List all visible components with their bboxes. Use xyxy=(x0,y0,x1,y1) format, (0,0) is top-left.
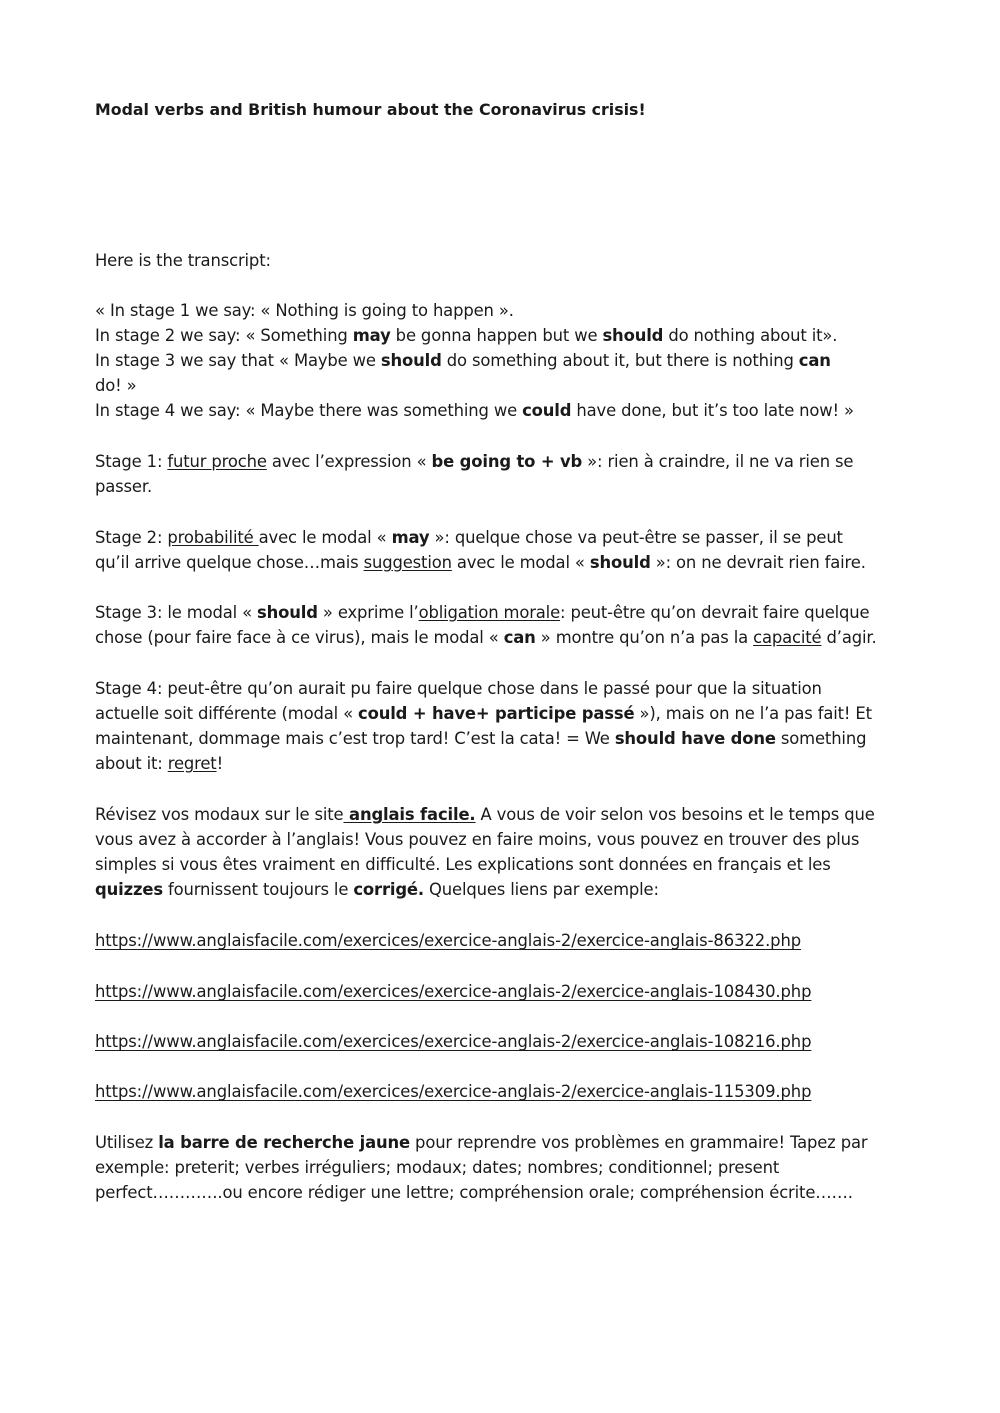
exercise-link-3[interactable]: https://www.anglaisfacile.com/exercices/exercice-anglais-2/exercice-anglais-108216.php xyxy=(95,1032,812,1051)
underlined-term: obligation morale xyxy=(418,603,561,622)
bold-modal: can xyxy=(798,351,831,370)
text-run: Stage 1: xyxy=(95,452,168,471)
text-line xyxy=(95,1130,867,1155)
exercise-link-1[interactable]: https://www.anglaisfacile.com/exercices/exercice-anglais-2/exercice-anglais-86322.php xyxy=(95,931,802,950)
text-line xyxy=(95,726,872,751)
text-run: avec l’expression « xyxy=(266,452,432,471)
text-run: »: rien à craindre, il ne va rien se xyxy=(582,452,854,471)
text-run: have done, but it’s too late now! » xyxy=(571,401,854,420)
bold-term: can xyxy=(503,628,536,647)
bold-modal: should xyxy=(602,326,664,345)
text-line: Stage 4: peut-être qu’on aurait pu faire quelque chose dans le passé pour que la situation xyxy=(95,679,822,698)
bold-modal: could xyxy=(522,401,572,420)
exercise-link-4[interactable]: https://www.anglaisfacile.com/exercices/exercice-anglais-2/exercice-anglais-115309.php xyxy=(95,1082,812,1101)
text-run: In stage 4 we say: « Maybe there was something we xyxy=(95,401,523,420)
text-run: » montre qu’on n’a pas la xyxy=(535,628,754,647)
transcript-stage-2 xyxy=(95,323,854,348)
text-run: something xyxy=(775,729,867,748)
transcript-intro: Here is the transcript: xyxy=(95,251,271,270)
text-run: A vous de voir selon vos besoins et le temps que xyxy=(475,805,875,824)
text-line: exemple: preterit; verbes irréguliers; modaux; dates; nombres; conditionnel; present xyxy=(95,1158,780,1177)
text-line xyxy=(95,600,877,625)
underlined-term: probabilité xyxy=(167,528,259,547)
text-run: avec le modal « xyxy=(451,553,590,572)
text-run: pour reprendre vos problèmes en grammaire! Tapez par xyxy=(410,1133,868,1152)
transcript-stage-3 xyxy=(95,348,854,373)
text-line xyxy=(95,525,866,550)
text-run: ! xyxy=(216,754,223,773)
text-line: simples si vous êtes vraiment en difficulté. Les explications sont données en français et les xyxy=(95,855,831,874)
text-run: : peut-être qu’on devrait faire quelque xyxy=(560,603,870,622)
bold-modal: may xyxy=(352,326,391,345)
transcript-stage-3-cont: do! » xyxy=(95,376,137,395)
underlined-term: capacité xyxy=(753,628,822,647)
text-run: actuelle soit différente (modal « xyxy=(95,704,359,723)
transcript-block xyxy=(95,298,854,423)
text-run: avec le modal « xyxy=(258,528,392,547)
bold-term: should have done xyxy=(614,729,776,748)
revision-paragraph xyxy=(95,802,875,902)
text-line: passer. xyxy=(95,477,153,496)
text-run: Stage 2: xyxy=(95,528,168,547)
text-run: » exprime l’ xyxy=(317,603,419,622)
text-line xyxy=(95,625,877,650)
stage-4-explanation xyxy=(95,676,872,776)
closing-paragraph xyxy=(95,1130,867,1205)
text-line xyxy=(95,449,853,474)
text-line: vous avez à accorder à l’anglais! Vous pouvez en faire moins, vous pouvez en trouver des plus xyxy=(95,830,860,849)
bold-term: could + have+ participe passé xyxy=(358,704,635,723)
text-run: »: quelque chose va peut-être se passer, il se peut xyxy=(429,528,843,547)
text-run: Stage 3: le modal « xyxy=(95,603,258,622)
stage-2-explanation xyxy=(95,525,866,575)
bold-modal: should xyxy=(380,351,442,370)
text-run: about it: xyxy=(95,754,168,773)
underlined-term: regret xyxy=(167,754,217,773)
anglais-facile-link[interactable]: anglais facile. xyxy=(343,805,476,824)
text-run: Quelques liens par exemple: xyxy=(423,880,659,899)
underlined-term: suggestion xyxy=(363,553,452,572)
transcript-stage-1: « In stage 1 we say: « Nothing is going to happen ». xyxy=(95,301,514,320)
text-run: »: on ne devrait rien faire. xyxy=(650,553,866,572)
bold-term: be going to + vb xyxy=(431,452,583,471)
text-run: In stage 3 we say that « Maybe we xyxy=(95,351,381,370)
stage-3-explanation xyxy=(95,600,877,650)
bold-term: quizzes xyxy=(95,880,163,899)
transcript-stage-4 xyxy=(95,398,854,423)
exercise-link-2[interactable]: https://www.anglaisfacile.com/exercices/exercice-anglais-2/exercice-anglais-108430.php xyxy=(95,982,812,1001)
text-run: d’agir. xyxy=(821,628,877,647)
text-line xyxy=(95,877,875,902)
text-run: Utilisez xyxy=(95,1133,159,1152)
text-line xyxy=(95,751,872,776)
text-run: do nothing about it». xyxy=(663,326,838,345)
text-run: »), mais on ne l’a pas fait! Et xyxy=(634,704,872,723)
stage-1-explanation xyxy=(95,449,853,499)
bold-term: should xyxy=(257,603,318,622)
text-run: maintenant, dommage mais c’est trop tard! C’est la cata! = We xyxy=(95,729,615,748)
bold-term: corrigé. xyxy=(353,880,424,899)
bold-term: la barre de recherche jaune xyxy=(158,1133,410,1152)
text-run: fournissent toujours le xyxy=(162,880,354,899)
document-title: Modal verbs and British humour about the Coronavirus crisis! xyxy=(95,100,646,119)
text-run: be gonna happen but we xyxy=(390,326,603,345)
text-run: qu’il arrive quelque chose…mais xyxy=(95,553,364,572)
text-run: In stage 2 we say: « Something xyxy=(95,326,353,345)
bold-term: may xyxy=(391,528,430,547)
text-line: perfect………….ou encore rédiger une lettre; compréhension orale; compréhension écrite……. xyxy=(95,1183,853,1202)
text-line xyxy=(95,701,872,726)
text-run: Révisez vos modaux sur le site xyxy=(95,805,344,824)
bold-term: should xyxy=(589,553,651,572)
text-run: do something about it, but there is nothing xyxy=(441,351,799,370)
text-run: chose (pour faire face à ce virus), mais le modal « xyxy=(95,628,504,647)
text-line xyxy=(95,550,866,575)
text-line xyxy=(95,802,875,827)
underlined-term: futur proche xyxy=(167,452,267,471)
